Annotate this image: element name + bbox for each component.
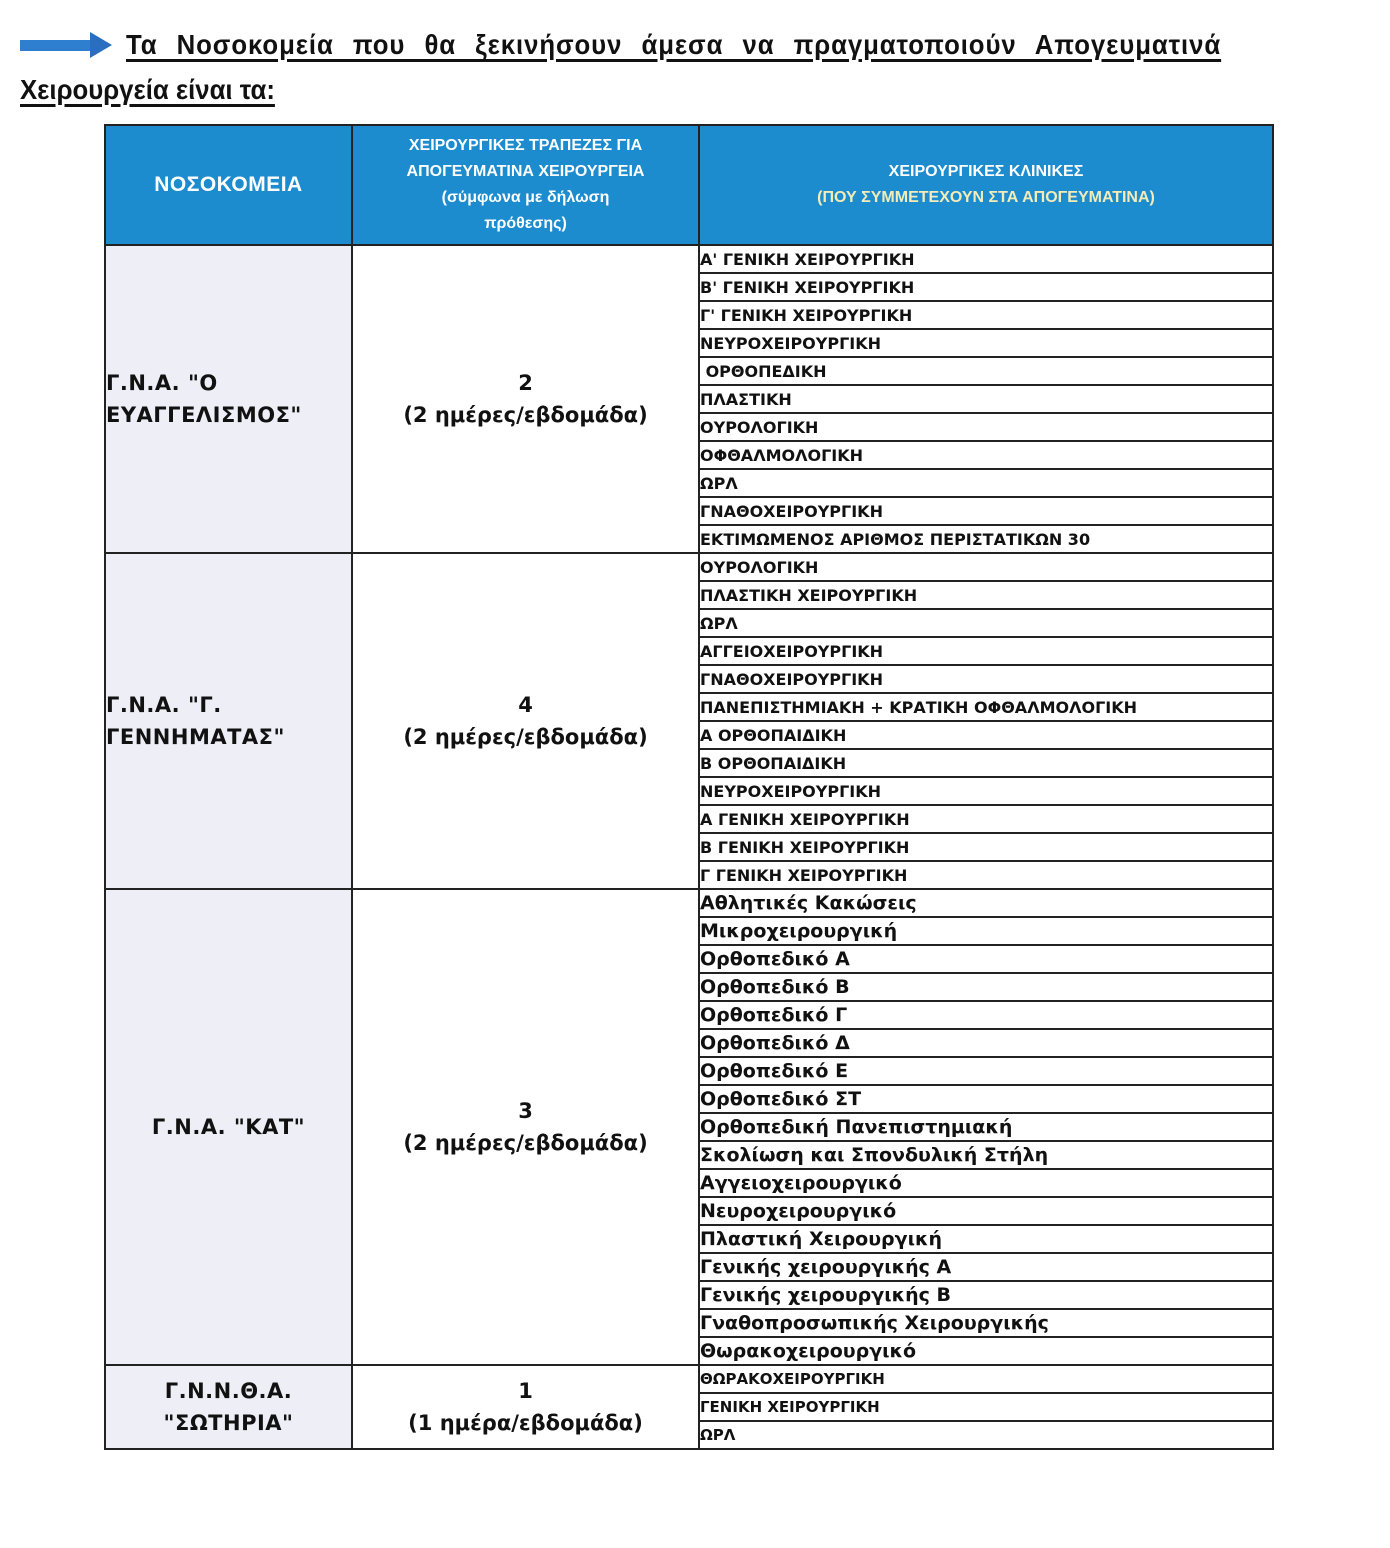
surgical-tables-count: 3 bbox=[518, 1099, 533, 1123]
clinic-cell: ΘΩΡΑΚΟΧΕΙΡΟΥΡΓΙΚΗ bbox=[699, 1365, 1273, 1393]
clinic-cell: ΓΝΑΘΟΧΕΙΡΟΥΡΓΙΚΗ bbox=[699, 497, 1273, 525]
clinic-cell: ΓΝΑΘΟΧΕΙΡΟΥΡΓΙΚΗ bbox=[699, 665, 1273, 693]
surgical-tables-cell bbox=[352, 553, 699, 889]
hospital-name-cell bbox=[105, 1365, 352, 1449]
header-tables-line4: πρόθεσης) bbox=[484, 215, 567, 232]
surgical-tables-count: 1 bbox=[518, 1379, 533, 1403]
heading-title: Τα Νοσοκομεία που θα ξεκινήσουν άμεσα να πραγματοποιούν Απογευματινά bbox=[126, 29, 1222, 60]
clinic-cell: ΟΥΡΟΛΟΓΙΚΗ bbox=[699, 553, 1273, 581]
clinic-cell: Ορθοπεδικό Γ bbox=[699, 1001, 1273, 1029]
right-arrow-icon bbox=[20, 31, 112, 59]
header-surgical-clinics bbox=[699, 125, 1273, 245]
clinic-cell: Γναθοπροσωπικής Χειρουργικής bbox=[699, 1309, 1273, 1337]
clinic-cell: ΠΑΝΕΠΙΣΤΗΜΙΑΚΗ + ΚΡΑΤΙΚΗ ΟΦΘΑΛΜΟΛΟΓΙΚΗ bbox=[699, 693, 1273, 721]
surgical-schedule: (1 ημέρα/εβδομάδα) bbox=[408, 1411, 643, 1435]
clinic-cell: Α' ΓΕΝΙΚΗ ΧΕΙΡΟΥΡΓΙΚΗ bbox=[699, 245, 1273, 273]
clinic-cell: ΑΓΓΕΙΟΧΕΙΡΟΥΡΓΙΚΗ bbox=[699, 637, 1273, 665]
table-body bbox=[105, 245, 1273, 1449]
clinic-cell: Α ΟΡΘΟΠΑΙΔΙΚΗ bbox=[699, 721, 1273, 749]
clinic-cell: Ορθοπεδικό Δ bbox=[699, 1029, 1273, 1057]
surgical-tables-count: 2 bbox=[518, 371, 533, 395]
header-tables-line3: (σύμφωνα με δήλωση bbox=[441, 189, 610, 206]
clinic-cell: Αγγειοχειρουργικό bbox=[699, 1169, 1273, 1197]
clinic-cell: Ορθοπεδικό Β bbox=[699, 973, 1273, 1001]
heading-subtitle: Χειρουργεία είναι τα: bbox=[20, 74, 275, 105]
hospital-name-line1: Γ.Ν.Α. "ΚΑΤ" bbox=[151, 1115, 306, 1139]
clinic-cell: Β ΟΡΘΟΠΑΙΔΙΚΗ bbox=[699, 749, 1273, 777]
table-header-row bbox=[105, 125, 1273, 245]
header-clinics-line1: ΧΕΙΡΟΥΡΓΙΚΕΣ ΚΛΙΝΙΚΕΣ bbox=[888, 163, 1084, 180]
clinic-cell: Ορθοπεδική Πανεπιστημιακή bbox=[699, 1113, 1273, 1141]
header-tables-line1: ΧΕΙΡΟΥΡΓΙΚΕΣ ΤΡΑΠΕΖΕΣ ΓΙΑ bbox=[408, 137, 643, 154]
surgical-schedule: (2 ημέρες/εβδομάδα) bbox=[403, 403, 648, 427]
hospital-name-line2: "ΣΩΤΗΡΙΑ" bbox=[163, 1411, 294, 1435]
clinic-cell: ΝΕΥΡΟΧΕΙΡΟΥΡΓΙΚΗ bbox=[699, 329, 1273, 357]
header-clinics-line2: (ΠΟΥ ΣΥΜΜΕΤΕΧΟΥΝ ΣΤΑ ΑΠΟΓΕΥΜΑΤΙΝΑ) bbox=[817, 189, 1155, 206]
clinic-cell: Γ' ΓΕΝΙΚΗ ΧΕΙΡΟΥΡΓΙΚΗ bbox=[699, 301, 1273, 329]
hospital-name-line1: Γ.Ν.Α. "Γ. bbox=[106, 693, 222, 717]
clinic-cell: Α ΓΕΝΙΚΗ ΧΕΙΡΟΥΡΓΙΚΗ bbox=[699, 805, 1273, 833]
clinic-cell: Β ΓΕΝΙΚΗ ΧΕΙΡΟΥΡΓΙΚΗ bbox=[699, 833, 1273, 861]
clinic-cell: Γενικής χειρουργικής Β bbox=[699, 1281, 1273, 1309]
surgical-tables-cell bbox=[352, 1365, 699, 1449]
clinic-cell: Νευροχειρουργικό bbox=[699, 1197, 1273, 1225]
clinic-cell: ΕΚΤΙΜΩΜΕΝΟΣ ΑΡΙΘΜΟΣ ΠΕΡΙΣΤΑΤΙΚΩΝ 30 bbox=[699, 525, 1273, 553]
surgical-schedule: (2 ημέρες/εβδομάδα) bbox=[403, 725, 648, 749]
hospital-name-cell bbox=[105, 889, 352, 1365]
clinic-cell: ΟΥΡΟΛΟΓΙΚΗ bbox=[699, 413, 1273, 441]
clinic-cell: ΓΕΝΙΚΗ ΧΕΙΡΟΥΡΓΙΚΗ bbox=[699, 1393, 1273, 1421]
clinic-cell: Ορθοπεδικό Α bbox=[699, 945, 1273, 973]
surgical-tables-cell bbox=[352, 245, 699, 553]
clinic-cell: Αθλητικές Κακώσεις bbox=[699, 889, 1273, 917]
header-hospitals: ΝΟΣΟΚΟΜΕΙΑ bbox=[105, 125, 352, 245]
clinic-cell: Γ ΓΕΝΙΚΗ ΧΕΙΡΟΥΡΓΙΚΗ bbox=[699, 861, 1273, 889]
hospital-name-cell bbox=[105, 553, 352, 889]
table-row bbox=[105, 553, 1273, 581]
clinic-cell: ΠΛΑΣΤΙΚΗ bbox=[699, 385, 1273, 413]
surgical-tables-cell bbox=[352, 889, 699, 1365]
table-row bbox=[105, 1365, 1273, 1393]
header-surgical-tables bbox=[352, 125, 699, 245]
clinic-cell: ΟΡΘΟΠΕΔΙΚΗ bbox=[699, 357, 1273, 385]
header-tables-line2: ΑΠΟΓΕΥΜΑΤΙΝΑ ΧΕΙΡΟΥΡΓΕΙΑ bbox=[406, 163, 645, 180]
clinic-cell: Ορθοπεδικό ΣΤ bbox=[699, 1085, 1273, 1113]
clinic-cell: Ορθοπεδικό Ε bbox=[699, 1057, 1273, 1085]
hospital-name-line2: ΕΥΑΓΓΕΛΙΣΜΟΣ" bbox=[106, 403, 302, 427]
hospital-name-line1: Γ.Ν.Α. "Ο bbox=[106, 371, 218, 395]
clinic-cell: ΩΡΛ bbox=[699, 469, 1273, 497]
surgical-tables-count: 4 bbox=[518, 693, 533, 717]
clinic-cell: Σκολίωση και Σπονδυλική Στήλη bbox=[699, 1141, 1273, 1169]
clinic-cell: Γενικής χειρουργικής Α bbox=[699, 1253, 1273, 1281]
clinic-cell: ΝΕΥΡΟΧΕΙΡΟΥΡΓΙΚΗ bbox=[699, 777, 1273, 805]
clinic-cell: Β' ΓΕΝΙΚΗ ΧΕΙΡΟΥΡΓΙΚΗ bbox=[699, 273, 1273, 301]
clinic-cell: Μικροχειρουργική bbox=[699, 917, 1273, 945]
hospital-name-line2: ΓΕΝΝΗΜΑΤΑΣ" bbox=[106, 725, 285, 749]
table-row bbox=[105, 889, 1273, 917]
clinic-cell: Πλαστική Χειρουργική bbox=[699, 1225, 1273, 1253]
heading-line1-row bbox=[20, 22, 1365, 68]
table-row bbox=[105, 245, 1273, 273]
hospital-name-line1: Γ.Ν.Ν.Θ.Α. bbox=[164, 1379, 293, 1403]
clinic-cell: ΠΛΑΣΤΙΚΗ ΧΕΙΡΟΥΡΓΙΚΗ bbox=[699, 581, 1273, 609]
heading bbox=[20, 22, 1365, 106]
surgical-schedule: (2 ημέρες/εβδομάδα) bbox=[403, 1131, 648, 1155]
clinic-cell: Θωρακοχειρουργικό bbox=[699, 1337, 1273, 1365]
hospital-name-cell bbox=[105, 245, 352, 553]
hospitals-table bbox=[104, 124, 1274, 1450]
clinic-cell: ΩΡΛ bbox=[699, 609, 1273, 637]
clinic-cell: ΟΦΘΑΛΜΟΛΟΓΙΚΗ bbox=[699, 441, 1273, 469]
clinic-cell: ΩΡΛ bbox=[699, 1421, 1273, 1449]
